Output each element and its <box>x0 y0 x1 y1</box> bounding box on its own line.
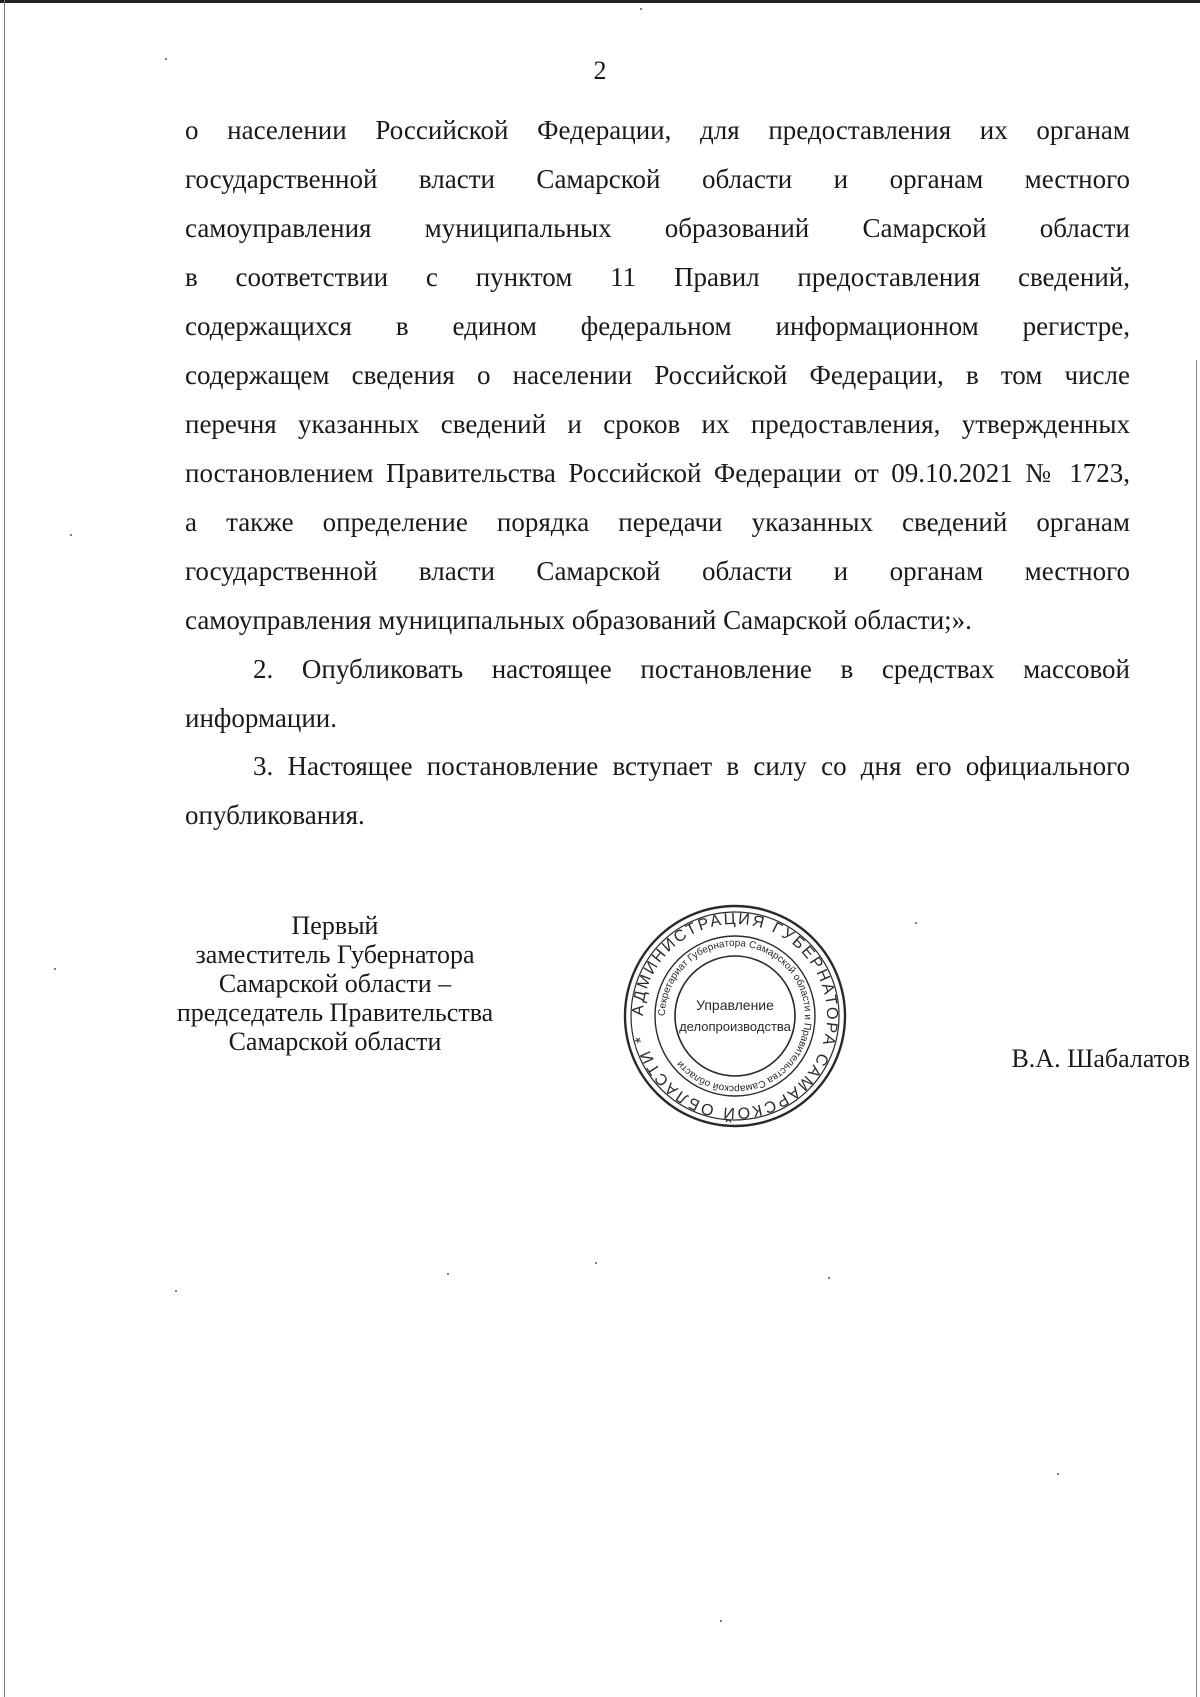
signer-title-line: Самарской области <box>228 1027 442 1056</box>
left-scan-edge <box>4 0 5 1697</box>
text-line: постановлением Правительства Российской Федерации от 09.10.2021 № 1723, <box>185 458 1130 488</box>
page-number: 2 <box>593 56 607 85</box>
scan-speck <box>640 8 642 10</box>
text-line: содержащихся в едином федеральном информационном регистре, <box>185 311 1130 341</box>
text-line: 3. Настоящее постановление вступает в силу со дня его официального <box>253 751 1130 781</box>
signer-title-line: председатель Правительства <box>176 998 494 1027</box>
paragraph-3 <box>185 742 1130 840</box>
paragraph-2 <box>185 645 1130 743</box>
text-line: информации. <box>185 703 337 733</box>
scan-speck <box>915 922 917 924</box>
seal-center-line-2: делопроизводства <box>679 1019 791 1034</box>
text-line: опубликования. <box>185 800 365 830</box>
seal-middle-ring <box>655 936 815 1096</box>
signer-title-line: заместитель Губернатора <box>195 940 475 969</box>
scan-speck <box>447 1273 449 1275</box>
seal-outer-text: АДМИНИСТРАЦИЯ ГУБЕРНАТОРА САМАРСКОЙ ОБЛАСТИ * <box>629 910 841 1122</box>
paragraph-1 <box>185 106 1130 645</box>
top-border-rule <box>0 0 1200 3</box>
text-line: 2. Опубликовать настоящее постановление в средствах массовой <box>253 654 1130 684</box>
scan-speck <box>165 58 167 60</box>
text-line: государственной власти Самарской области и органам местного <box>185 164 1130 194</box>
scan-speck <box>1057 1473 1059 1475</box>
seal-center-line-1: Управление <box>696 997 774 1013</box>
signer-title <box>160 911 510 1056</box>
text-line: содержащем сведения о населении Российской Федерации, в том числе <box>185 360 1130 390</box>
right-scan-edge <box>1196 360 1197 1697</box>
text-line: самоуправления муниципальных образований Самарской области;». <box>185 605 972 635</box>
signer-title-line: Самарской области – <box>218 969 452 998</box>
scan-speck <box>595 1262 597 1264</box>
signer-name: В.А. Шабалатов <box>1011 1044 1190 1073</box>
text-line: самоуправления муниципальных образований Самарской области <box>185 213 1130 243</box>
text-line: а также определение порядка передачи указанных сведений органам <box>185 507 1130 537</box>
scan-speck <box>828 1277 830 1279</box>
text-line: о населении Российской Федерации, для предоставления их органам <box>185 115 1130 145</box>
scan-speck <box>70 534 72 536</box>
scan-speck <box>175 1290 177 1292</box>
text-line: государственной власти Самарской области и органам местного <box>185 556 1130 586</box>
signer-title-line: Первый <box>291 911 379 940</box>
official-seal <box>622 903 848 1129</box>
text-line: перечня указанных сведений и сроков их предоставления, утвержденных <box>185 409 1130 439</box>
scan-speck <box>720 1620 722 1622</box>
text-line: в соответствии с пунктом 11 Правил предоставления сведений, <box>185 262 1130 292</box>
scan-speck <box>54 968 56 970</box>
seal-inner-ring <box>675 956 795 1076</box>
seal-inner-text: Секретариат Губернатора Самарской области и Правительства Самарской области <box>656 937 814 1095</box>
